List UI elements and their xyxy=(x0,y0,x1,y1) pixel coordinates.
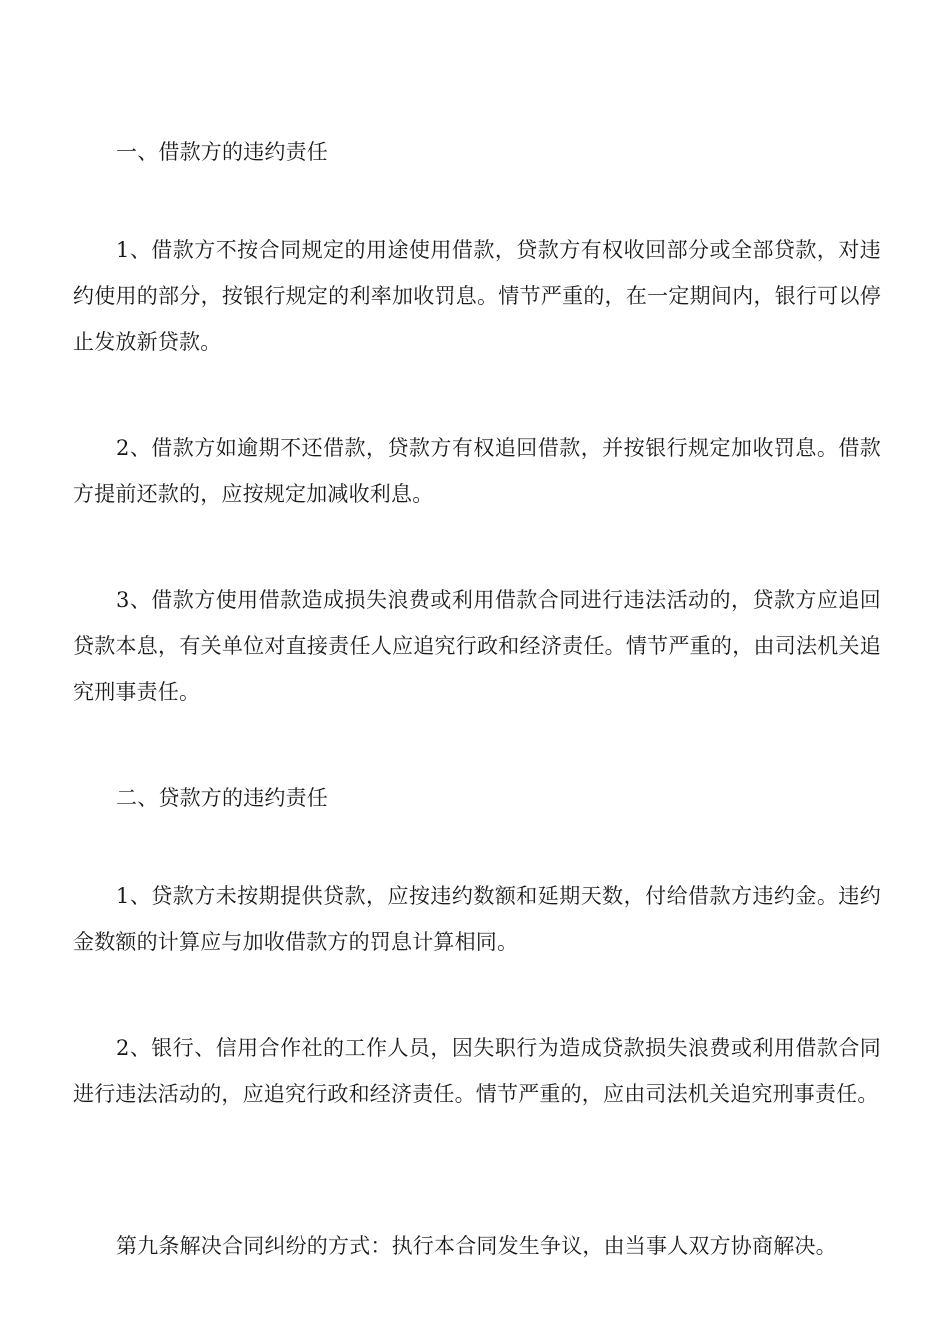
paragraph-article-nine: 第九条解决合同纠纷的方式：执行本合同发生争议，由当事人双方协商解决。 xyxy=(116,1234,837,1258)
paragraph-lender-clause-2: 2、银行、信用合作社的工作人员，因失职行为造成贷款损失浪费或利用借款合同进行违法活动的，应追究行政和经济责任。情节严重的，应由司法机关追究刑事责任。 xyxy=(73,1036,881,1106)
paragraph-borrower-clause-2: 2、借款方如逾期不还借款，贷款方有权追回借款，并按银行规定加收罚息。借款方提前还款的，应按规定加减收利息。 xyxy=(73,436,881,506)
paragraph-borrower-clause-1: 1、借款方不按合同规定的用途使用借款，贷款方有权收回部分或全部贷款，对违约使用的部分，按银行规定的利率加收罚息。情节严重的，在一定期间内，银行可以停止发放新贷款。 xyxy=(73,238,881,354)
paragraph-lender-clause-1: 1、贷款方未按期提供贷款，应按违约数额和延期天数，付给借款方违约金。违约金数额的计算应与加收借款方的罚息计算相同。 xyxy=(73,884,881,954)
paragraph-borrower-clause-3: 3、借款方使用借款造成损失浪费或利用借款合同进行违法活动的，贷款方应追回贷款本息，有关单位对直接责任人应追究行政和经济责任。情节严重的，由司法机关追究刑事责任。 xyxy=(73,588,881,704)
section-heading-lender-liability: 二、贷款方的违约责任 xyxy=(116,786,328,810)
section-heading-borrower-liability: 一、借款方的违约责任 xyxy=(116,140,328,164)
